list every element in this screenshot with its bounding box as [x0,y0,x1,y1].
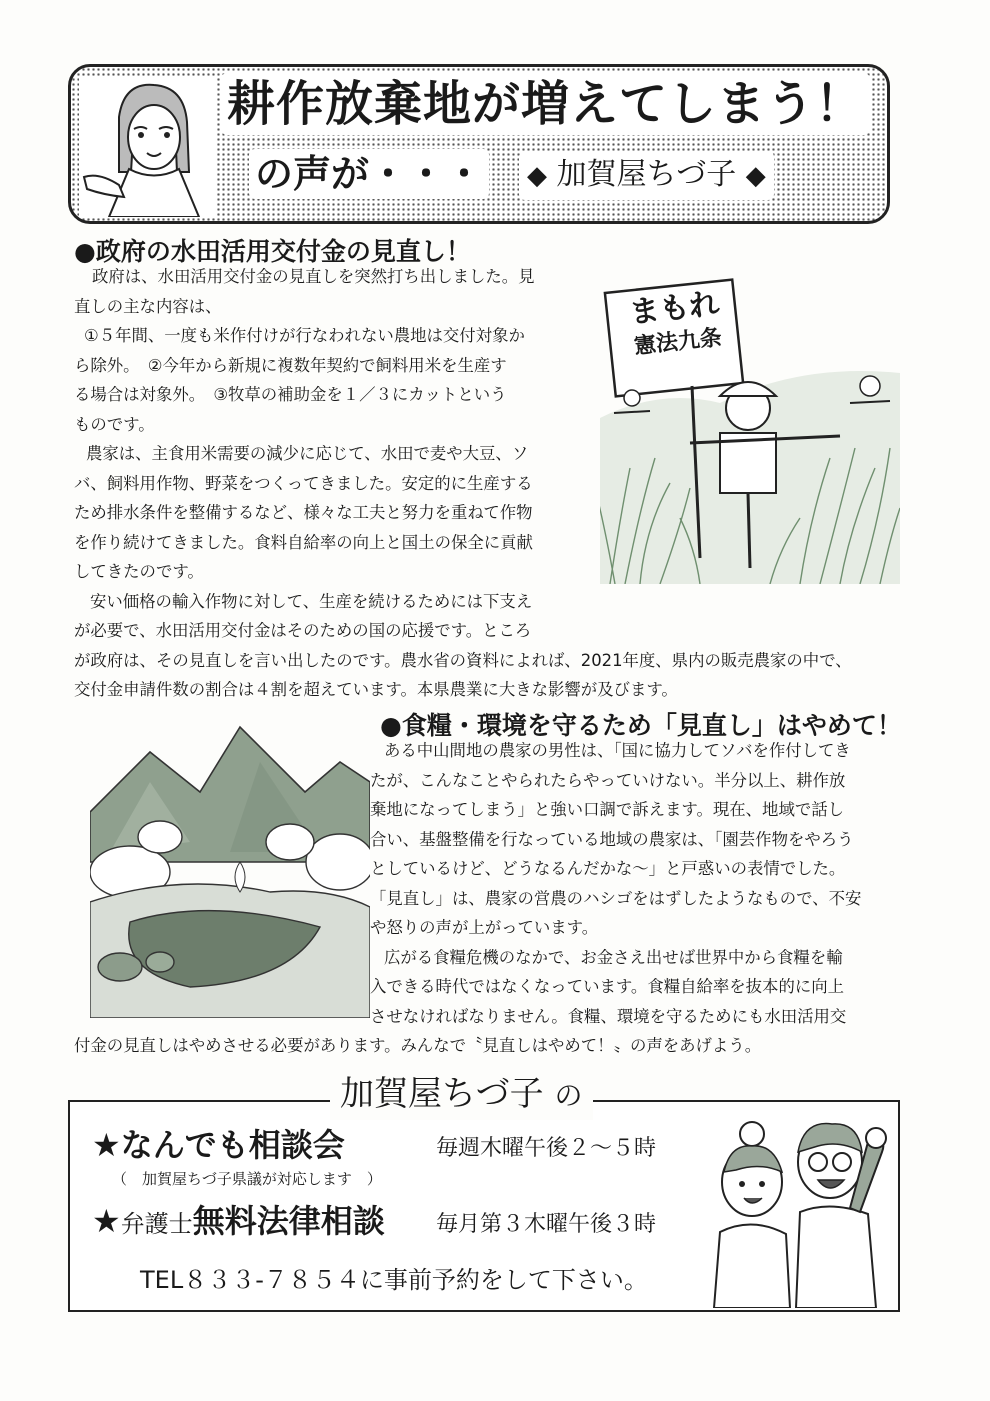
paragraph-line: を作り続けてきました。食料自給率の向上と国土の保全に貢献 [74,532,533,552]
paragraph-line: たが、こんなことやられたらやっていけない。半分以上、耕作放 [370,770,846,790]
paragraph-line: 安い価格の輸入作物に対して、生産を続けるためには下支え [90,591,533,611]
paragraph-line: ①５年間、一度も米作付けが行なわれない農地は交付対象か [84,326,525,345]
sign-text: 憲法九条 [632,325,723,360]
paragraph-line: 「見直し」は、農家の営農のハシゴをはずしたようなもので、不安 [370,888,862,908]
headline-title: 耕作放棄地が増えてしまう！ [221,73,870,135]
paragraph-line: 入できる時代ではなくなっています。食糧自給率を抜本的に向上 [370,977,845,996]
paragraph-line: が必要で、水田活用交付金はそのための国の応援です。ところ [74,621,532,640]
consultation-item-legal [92,1196,385,1242]
paragraph-line: してきたのです。 [74,562,204,581]
sign-text: まもれ [627,286,721,331]
couple-illustration [700,1112,890,1308]
item-title: なんでも相談会 [120,1126,345,1164]
author-byline [519,151,774,200]
star-icon: ★ [92,1202,121,1240]
sign-board [609,283,743,364]
section2-body [370,736,861,1031]
paragraph-line: 交付金申請件数の割合は４割を超えています。本県農業に大きな影響が及びます。 [74,680,678,699]
woman-illustration [79,77,215,217]
paragraph-line: ら除外。 ②今年から新規に複数年契約で飼料用米を生産す [74,355,507,375]
paragraph-line: させなければなりません。食糧、環境を守るためにも水田活用交 [370,1006,847,1026]
mountain-stream-illustration [90,722,370,1018]
phone-reservation-text: TEL８３３-７８５４に事前予約をして下さい。 [140,1266,648,1294]
consultation-name: 加賀屋ちづ子 [340,1074,544,1114]
paragraph-line: が政府は、その見直しを言い出したのです。農水省の資料によれば、2021年度、県内の販売農家の中で、 [74,650,852,670]
paragraph-line: 棄地になってしまう」と強い口調で訴えます。現在、地域で話し [370,800,845,819]
diamond-icon: ◆ [745,161,766,191]
consultation-box-title [330,1070,593,1120]
diamond-icon: ◆ [527,161,547,191]
paragraph-line: バ、飼料用作物、野菜をつくってきました。安定的に生産する [74,473,533,493]
paragraph-line: ものです。 [74,414,155,434]
paragraph-line: としているけど、どうなるんだかな〜」と戸惑いの表情でした。 [370,859,846,878]
paragraph-line: 直しの主な内容は、 [74,296,222,316]
item-time: 毎月第３木曜午後３時 [436,1212,657,1237]
paragraph-line: る場合は対象外。 ③牧草の補助金を１／３にカットという [74,385,507,404]
paragraph-line: や怒りの声が上がっています。 [370,918,599,937]
headline-subtitle: の声が・・・ [249,149,489,199]
paragraph-line: 付金の見直しはやめさせる必要があります。みんなで〝見直しはやめて！〟の声をあげよう。 [74,1036,762,1055]
section1-heading: ●政府の水田活用交付金の見直し！ [74,237,471,266]
header-banner [68,64,890,224]
item-note: （ 加賀屋ちづ子県議が対応します ） [112,1170,382,1188]
item-title: 無料法律相談 [192,1202,385,1240]
item-time: 毎週木曜午後２〜５時 [436,1136,657,1161]
star-icon: ★ [92,1126,121,1164]
paragraph-line: 広がる食糧危機のなかで、お金さえ出せば世界中から食糧を輸 [384,947,843,967]
paragraph-line: 農家は、主食用米需要の減少に応じて、水田で麦や大豆、ソ [86,444,529,463]
paragraph-line: 政府は、水田活用交付金の見直しを突然打ち出しました。見 [92,267,535,286]
consultation-item-general [92,1120,345,1166]
section2-heading: ●食糧・環境を守るため「見直し」はやめて！ [380,711,902,740]
author-name: 加賀屋ちづ子 [556,157,737,192]
paragraph-line: 合い、基盤整備を行なっている地域の農家は、｢園芸作物をやろう [370,829,854,849]
consultation-suffix: の [554,1079,583,1112]
item-prefix: 弁護士 [120,1210,193,1238]
paragraph-line: ため排水条件を整備するなど、様々な工夫と努力を重ねて作物 [74,503,533,522]
paragraph-line: ある中山間地の農家の男性は、｢国に協力してソバを作付してき [384,741,851,760]
